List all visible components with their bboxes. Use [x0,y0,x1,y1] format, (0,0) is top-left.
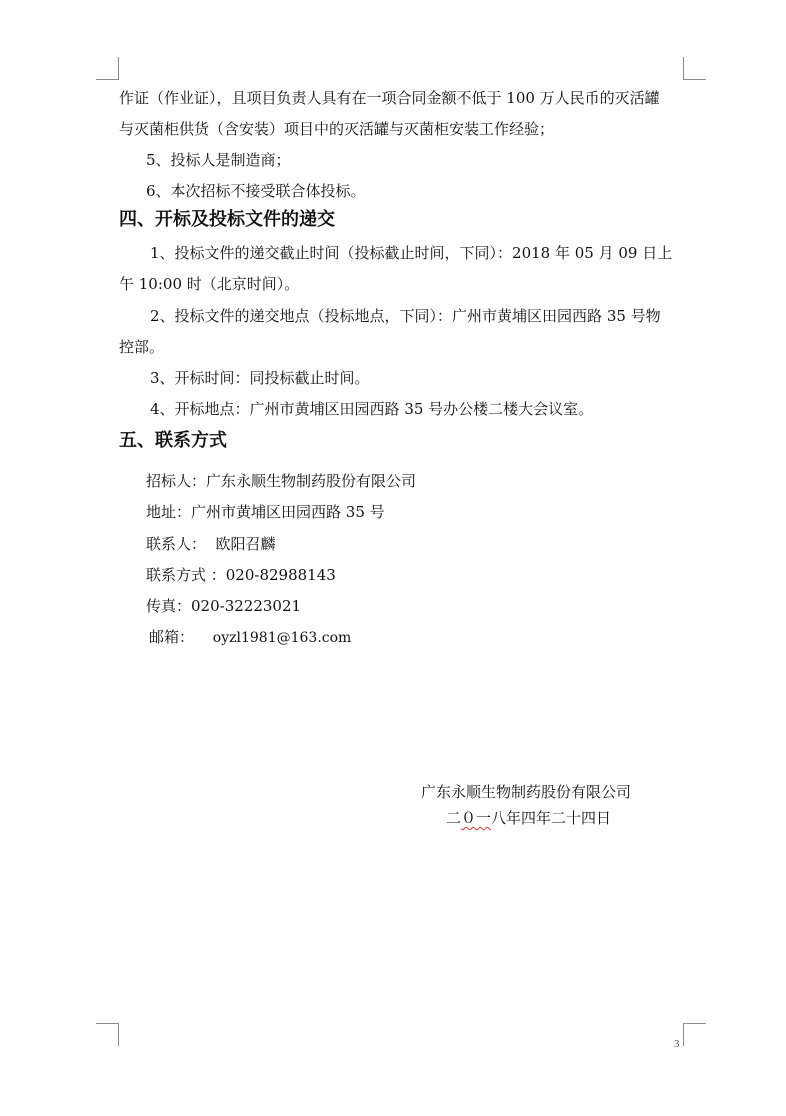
signoff-company: 广东永顺生物制药股份有限公司 [421,783,632,801]
section-5-heading: 五、联系方式 [119,430,227,451]
qualification-continuation-line-2: 与灭菌柜供货（含安装）项目中的灭活罐与灭菌柜安装工作经验； [119,120,555,138]
contact-address: 地址：广州市黄埔区田园西路 35 号 [146,503,385,521]
qualification-continuation-line-1: 作证（作业证），且项目负责人具有在一项合同金额不低于 100 万人民币的灭活罐 [119,89,660,107]
contact-email-row [149,627,351,648]
section-4-item-1-line-1: 1、投标文件的递交截止时间（投标截止时间，下同）：2018 年 05 月 09 日上 [150,244,673,262]
contact-tenderer: 招标人：广东永顺生物制药股份有限公司 [146,472,417,490]
page-corner-mark-bottom-left [96,1023,119,1046]
page-corner-mark-top-left [96,57,119,80]
page-corner-mark-top-right [683,57,706,80]
contact-email-label: 邮箱： [149,628,195,646]
requirement-item-6: 6、本次招标不接受联合体投标。 [146,182,366,200]
contact-email-value: oyzl1981@163.com [212,630,352,646]
section-4-item-3: 3、开标时间：同投标截止时间。 [150,369,370,387]
contact-person: 联系人： 欧阳召麟 [146,535,276,553]
signoff-date [446,808,611,828]
section-4-item-2-line-1: 2、投标文件的递交地点（投标地点，下同）：广州市黄埔区田园西路 35 号物 [150,307,661,325]
signoff-date-suffix: 八年四年二十四日 [491,809,612,827]
section-4-item-1-line-2: 午 10:00 时（北京时间）。 [119,275,300,293]
section-4-item-2-line-2: 控部。 [119,338,165,356]
signoff-date-spellcheck-squiggle: ０一 [461,809,492,827]
contact-fax: 传真：020-32223021 [146,597,302,615]
contact-phone: 联系方式 ：020-82988143 [146,566,336,584]
section-4-heading: 四、开标及投标文件的递交 [119,209,335,230]
section-4-item-4: 4、开标地点：广州市黄埔区田园西路 35 号办公楼二楼大会议室。 [150,400,594,418]
page-number: 3 [674,1038,680,1050]
page-corner-mark-bottom-right [683,1023,706,1046]
signoff-date-prefix: 二 [446,809,462,827]
requirement-item-5: 5、投标人是制造商； [146,151,291,169]
